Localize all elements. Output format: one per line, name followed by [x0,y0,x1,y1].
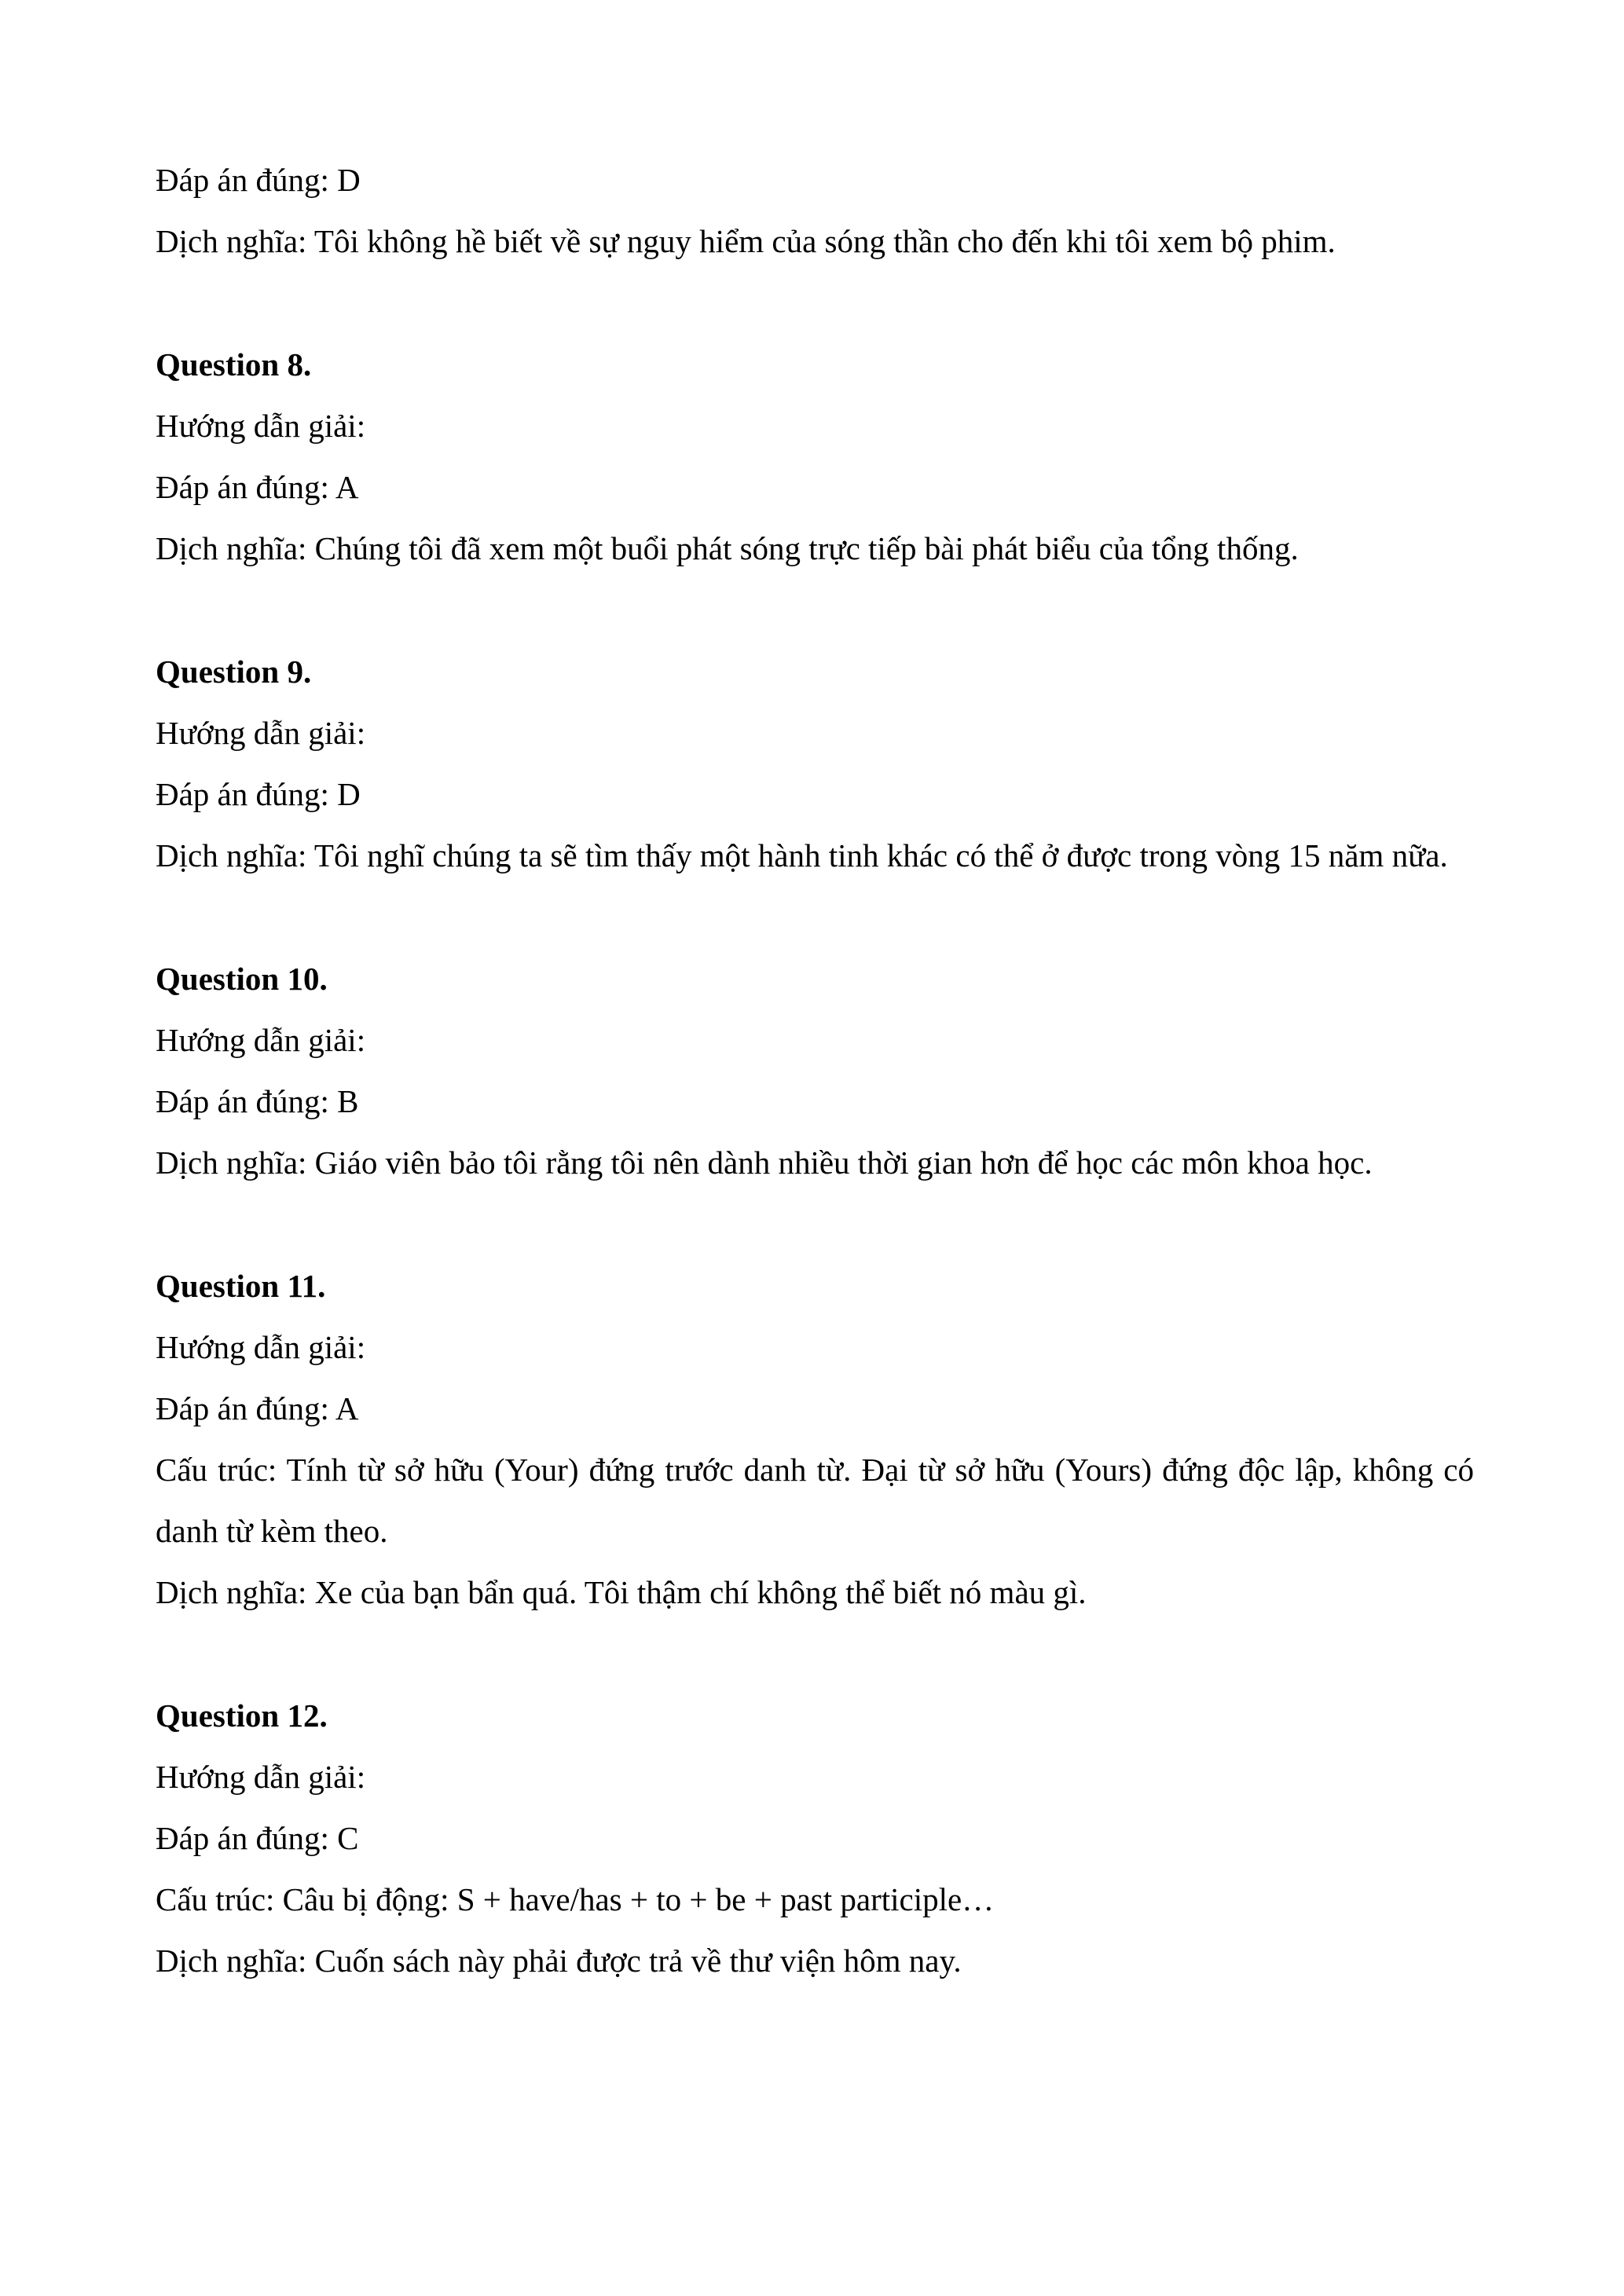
translation-line: Dịch nghĩa: Cuốn sách này phải được trả về thư viện hôm nay. [156,1943,962,1979]
guide-line: Hướng dẫn giải: [156,1329,366,1365]
translation-line: Dịch nghĩa: Tôi nghĩ chúng ta sẽ tìm thấy một hành tinh khác có thể ở được trong vòng 15 năm nữa. [156,837,1448,873]
question-title: Question 10. [156,961,328,997]
answer-line: Đáp án đúng: C [156,1820,359,1856]
answer-key-content [156,149,1474,1991]
answer-line: Đáp án đúng: D [156,162,361,198]
question-title: Question 9. [156,654,312,690]
structure-line: Cấu trúc: Câu bị động: S + have/has + to + be + past participle… [156,1881,995,1917]
structure-line: Cấu trúc: Tính từ sở hữu (Your) đứng trước danh từ. Đại từ sở hữu (Yours) đứng độc lập, không có danh từ kèm theo. [156,1452,1474,1549]
answer-line: Đáp án đúng: B [156,1083,359,1119]
translation-line: Dịch nghĩa: Tôi không hề biết về sự nguy hiểm của sóng thần cho đến khi tôi xem bộ phim. [156,223,1336,259]
question-title: Question 11. [156,1268,326,1304]
translation-line: Dịch nghĩa: Giáo viên bảo tôi rằng tôi nên dành nhiều thời gian hơn để học các môn khoa học. [156,1144,1373,1181]
translation-line: Dịch nghĩa: Xe của bạn bẩn quá. Tôi thậm chí không thể biết nó màu gì. [156,1574,1087,1610]
question-title: Question 12. [156,1697,328,1734]
guide-line: Hướng dẫn giải: [156,1022,366,1058]
guide-line: Hướng dẫn giải: [156,715,366,751]
question-title: Question 8. [156,346,312,383]
answer-line: Đáp án đúng: D [156,776,361,812]
answer-line: Đáp án đúng: A [156,469,359,505]
answer-line: Đáp án đúng: A [156,1390,359,1426]
guide-line: Hướng dẫn giải: [156,408,366,444]
translation-line: Dịch nghĩa: Chúng tôi đã xem một buổi phát sóng trực tiếp bài phát biểu của tổng thống. [156,530,1299,566]
guide-line: Hướng dẫn giải: [156,1759,366,1795]
